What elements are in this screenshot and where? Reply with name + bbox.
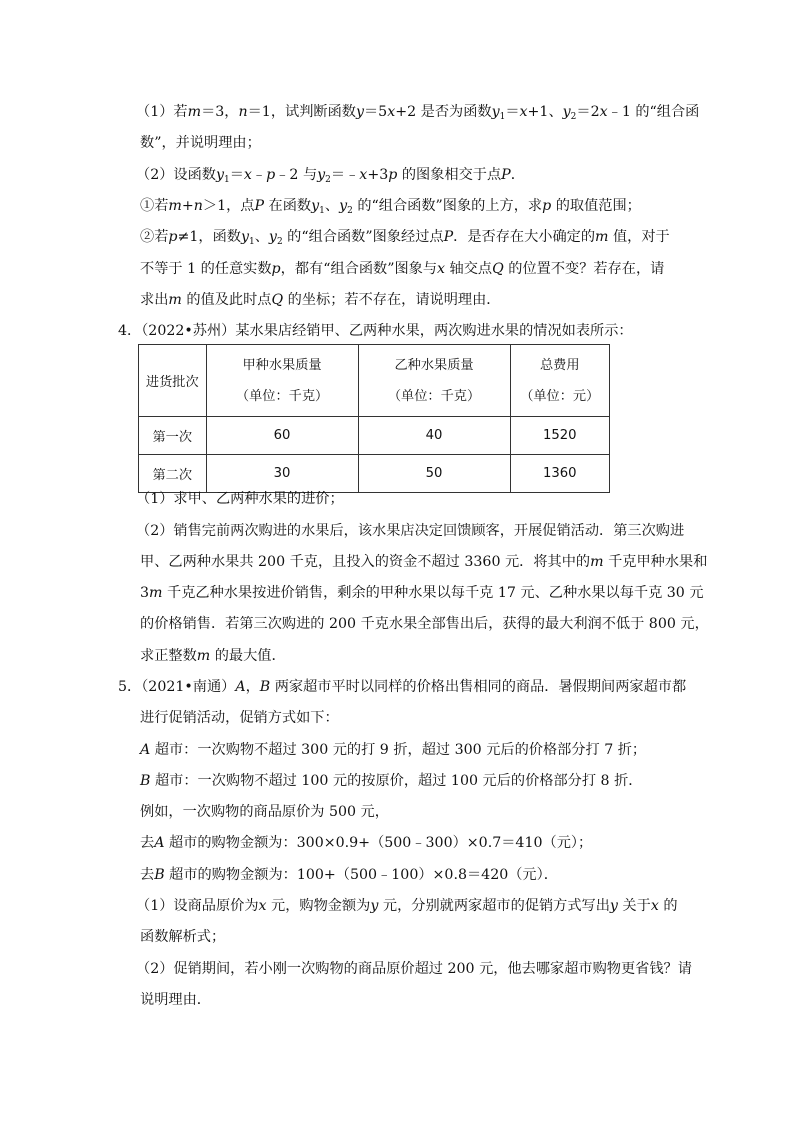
p4-q2-line2: 甲、乙两种水果共 200 千克，且投入的资金不超过 3360 元．将其中的m 千克甲种水果和 [140, 554, 708, 570]
table-cell: 第一次 [139, 417, 207, 455]
p3-q1-line2: 数”，并说明理由； [140, 135, 261, 151]
p3-sub1: ①若m+n＞1，点P 在函数$y_1$、$y_2$ 的“组合函数”图象的上方，求p 的取值范围； [140, 198, 641, 216]
table-row [139, 455, 610, 493]
p5-q1-line1: （1）设商品原价为x 元，购物金额为y 元，分别就两家超市的促销方式写出y 关于x 的 [136, 898, 678, 914]
table-cell: 40 [358, 417, 510, 455]
table-cell: 30 [206, 455, 358, 493]
table-row [139, 417, 610, 455]
table-cell: 50 [358, 455, 510, 493]
table-cell: 1520 [510, 417, 610, 455]
p5-intro: 5．（2021•南通）A，B 两家超市平时以同样的价格出售相同的商品．暑假期间两家超市都 [118, 679, 687, 695]
p5-q1-line2: 函数解析式； [140, 929, 226, 945]
p4-intro: 4．（2022•苏州）某水果店经销甲、乙两种水果，两次购进水果的情况如表所示： [118, 323, 633, 339]
p4-q2-line4: 的价格销售．若第三次购进的 200 千克水果全部售出后，获得的最大利润不低于 800 元， [140, 616, 709, 632]
header-fruit-b: 乙种水果质量 （单位：千克） [358, 345, 510, 417]
p4-q2-line3: 3m 千克乙种水果按进价销售，剩余的甲种水果以每千克 17 元、乙种水果以每千克 30 元 [140, 585, 704, 601]
p3-sub2-line2: 不等于 1 的任意实数p，都有“组合函数”图象与x 轴交点Q 的位置不变？若存在，请 [140, 261, 665, 277]
table-cell: 第二次 [139, 455, 207, 493]
p4-q2-line1: （2）销售完前两次购进的水果后，该水果店决定回馈顾客，开展促销活动．第三次购进 [136, 523, 685, 539]
header-batch: 进货批次 [139, 345, 207, 417]
purchase-table [138, 344, 610, 493]
p4-q2-line5: 求正整数m 的最大值． [140, 648, 286, 664]
p3-sub2-line1: ②若p≠1，函数$y_1$、$y_2$ 的“组合函数”图象经过点P．是否存在大小确定的m 值，对于 [140, 229, 670, 247]
p4-q1: （1）求甲、乙两种水果的进价； [136, 491, 344, 507]
p5-q2-line2: 说明理由． [140, 992, 211, 1008]
p5-example: 例如，一次购物的商品原价为 500 元， [140, 804, 389, 820]
header-total-cost: 总费用 （单位：元） [510, 345, 610, 417]
table-cell: 60 [206, 417, 358, 455]
p3-sub2-line3: 求出m 的值及此时点Q 的坐标；若不存在，请说明理由． [140, 292, 501, 308]
header-fruit-a: 甲种水果质量 （单位：千克） [206, 345, 358, 417]
table-cell: 1360 [510, 455, 610, 493]
p5-market-b: B 超市：一次购物不超过 100 元的按原价，超过 100 元后的价格部分打 8 折． [140, 773, 643, 789]
p5-intro-line2: 进行促销活动，促销方式如下： [140, 710, 339, 726]
table-header-row [139, 345, 610, 417]
p3-q2-line1: （2）设函数$y_1=x﹣p﹣2$ 与$y_2=﹣x+3p$ 的图象相交于点P． [136, 167, 525, 185]
p5-q2-line1: （2）促销期间，若小刚一次购物的商品原价超过 200 元，他去哪家超市购物更省钱？请 [136, 961, 692, 977]
p5-market-a: A 超市：一次购物不超过 300 元的打 9 折，超过 300 元后的价格部分打 7 折； [140, 742, 647, 758]
p5-example-b: 去B 超市的购物金额为：100+（500﹣100）×0.8＝420（元）． [140, 867, 558, 883]
p3-q1-line1: （1）若m＝3，n＝1，试判断函数y＝5x+2 是否为函数$y_1=x+1$、$y_2=2x﹣1$ 的“组合函 [136, 104, 700, 122]
p5-example-a: 去A 超市的购物金额为：300×0.9+（500﹣300）×0.7＝410（元）； [140, 835, 593, 851]
